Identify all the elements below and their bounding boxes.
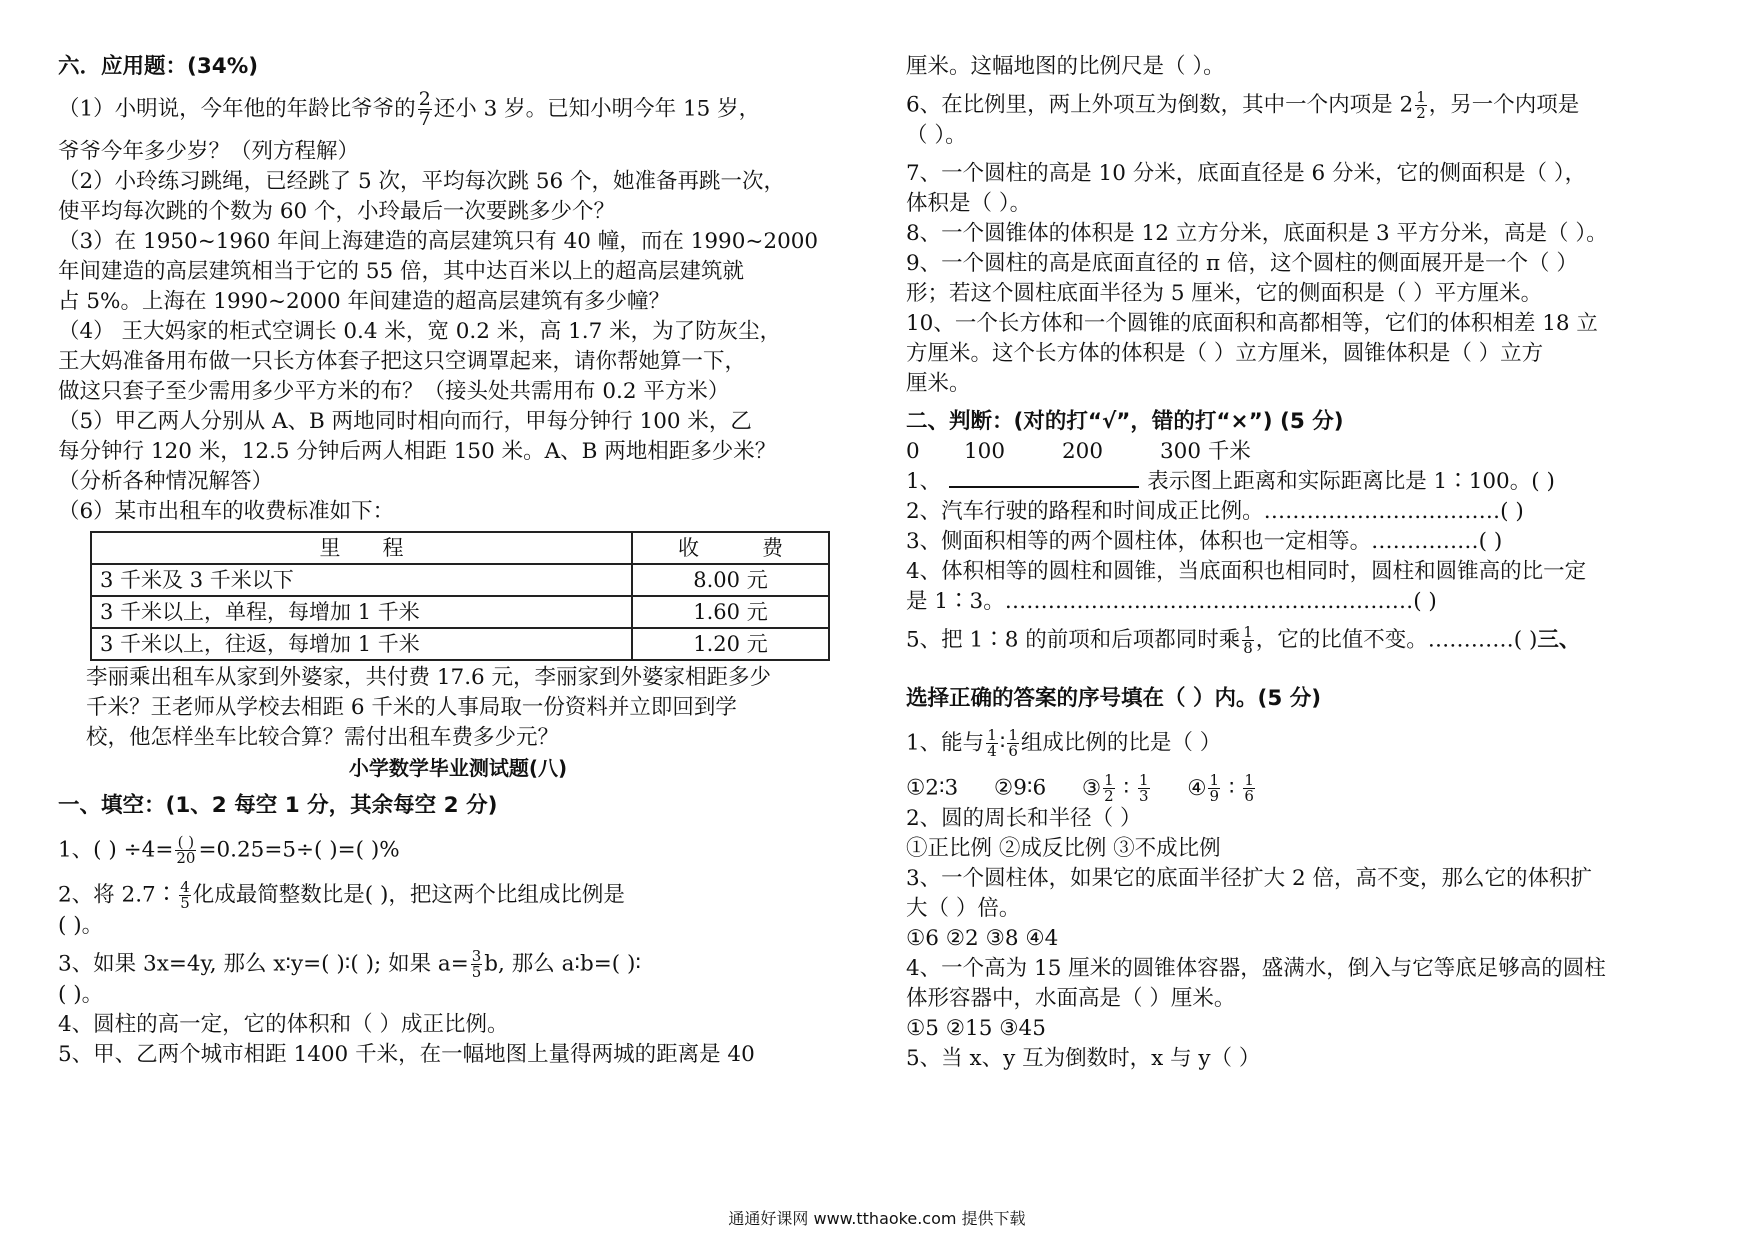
scale-bar-line (949, 468, 1139, 488)
judge-4-line-2: 是 1∶3。…………………………………………………( ) (906, 589, 1437, 614)
option: ②9∶6 (993, 775, 1047, 801)
question-2-line-2: 使平均每次跳的个数为 60 个，小玲最后一次要跳多少个？ (58, 199, 616, 224)
fraction: $\frac{1}{2}$ (1416, 88, 1426, 122)
section-6-title: 六．应用题：(34%) (58, 54, 259, 79)
fraction: $\frac{1}{6}$ (1008, 726, 1018, 760)
scale-labels (906, 437, 1706, 467)
choice-3-line-1: 3、一个圆柱体，如果它的底面半径扩大 2 倍，高不变，那么它的体积扩 (906, 866, 1593, 891)
footer-credit: 通通好课网 www.tthaoke.com 提供下载 (728, 1209, 1026, 1228)
table-row (91, 628, 829, 660)
table-cell: 3 千米以上，往返，每增加 1 千米 (91, 628, 632, 660)
fill-5-continued: 厘米。这幅地图的比例尺是（ ）。 (906, 54, 1225, 79)
table-cell: 1.60 元 (632, 596, 829, 628)
question-5-line-1: （5）甲乙两人分别从 A、B 两地同时相向而行，甲每分钟行 100 米，乙 (58, 409, 752, 434)
scale-label: 0 (906, 439, 920, 464)
fill-5: 5、甲、乙两个城市相距 1400 千米，在一幅地图上量得两城的距离是 40 (58, 1042, 755, 1067)
fill-7-line-2: 体积是（ ）。 (906, 191, 1032, 216)
fill-6-line-2: （ ）。 (906, 123, 967, 148)
fill-8: 8、一个圆锥体的体积是 12 立方分米，底面积是 3 平方分米，高是（ ）。 (906, 221, 1608, 246)
section-3-title: 选择正确的答案的序号填在（ ）内。(5 分) (906, 686, 1322, 711)
scale-label: 100 (964, 439, 1006, 464)
fill-1: 1、( ) ÷4= $\frac{( )}{20}$ =0.25=5÷( )=( )% (58, 833, 400, 867)
choice-5: 5、当 x、y 互为倒数时，x 与 y（ ） (906, 1046, 1261, 1071)
choice-4-options: ①5 ②15 ③45 (906, 1016, 1046, 1041)
choice-1-options (906, 773, 1706, 804)
section-3-label: 三、 (1537, 627, 1581, 653)
question-4-line-3: 做这只套子至少需用多少平方米的布？（接头处共需用布 0.2 平方米） (58, 379, 730, 404)
fill-3-line-2: ( )。 (58, 982, 104, 1007)
judge-5: 5、把 1∶8 的前项和后项都同时乘 $\frac{1}{8}$ ，它的比值不变。…………( )三、 (906, 623, 1581, 657)
fill-9-line-2: 形；若这个圆柱底面半径为 5 厘米，它的侧面积是（ ）平方厘米。 (906, 281, 1543, 306)
fraction: $\frac{4}{5}$ (180, 878, 190, 912)
question-3-line-1: （3）在 1950~1960 年间上海建造的高层建筑只有 40 幢，而在 1990~2000 (58, 229, 819, 254)
table-cell: 1.20 元 (632, 628, 829, 660)
fill-7-line-1: 7、一个圆柱的高是 10 分米，底面直径是 6 分米，它的侧面积是（ ）， (906, 161, 1587, 186)
judge-1: 1、 表示图上距离和实际距离比是 1∶100。( ) (906, 469, 1555, 494)
fraction: $\frac{2}{7}$ (418, 88, 431, 130)
fill-10-line-3: 厘米。 (906, 371, 971, 396)
fill-10-line-1: 10、一个长方体和一个圆锥的底面积和高都相等，它们的体积相差 18 立 (906, 311, 1598, 336)
table-cell: 8.00 元 (632, 564, 829, 596)
choice-4-line-2: 体形容器中，水面高是（ ）厘米。 (906, 986, 1236, 1011)
judge-3: 3、侧面积相等的两个圆柱体，体积也一定相等。……………( ) (906, 529, 1503, 554)
question-3-line-2: 年间建造的高层建筑相当于它的 55 倍，其中达百米以上的超高层建筑就 (58, 259, 745, 284)
question-2-line-1: （2）小玲练习跳绳，已经跳了 5 次，平均每次跳 56 个，她准备再跳一次， (58, 169, 786, 194)
question-5-line-3: （分析各种情况解答） (58, 469, 274, 494)
scale-label: 300 千米 (1160, 439, 1251, 464)
question-5-line-2: 每分钟行 120 米，12.5 分钟后两人相距 150 米。A、B 两地相距多少米？ (58, 439, 777, 464)
choice-2: 2、圆的周长和半径（ ） (906, 806, 1142, 831)
fill-4: 4、圆柱的高一定，它的体积和（ ）成正比例。 (58, 1012, 509, 1037)
section-1-title: 一、填空：(1、2 每空 1 分，其余每空 2 分) (58, 793, 498, 818)
right-column (906, 52, 1706, 1074)
choice-3-line-2: 大（ ）倍。 (906, 896, 1021, 921)
fill-2-line-1: 2、将 2.7∶ $\frac{4}{5}$ 化成最简整数比是( )，把这两个比组成比例是 (58, 878, 625, 912)
test-title: 小学数学毕业测试题(八) (348, 756, 568, 780)
fill-9-line-1: 9、一个圆柱的高是底面直径的 π 倍，这个圆柱的侧面展开是一个（ ） (906, 251, 1578, 276)
judge-4-line-1: 4、体积相等的圆柱和圆锥，当底面积也相同时，圆柱和圆锥高的比一定 (906, 559, 1587, 584)
choice-1: 1、能与 $\frac{1}{4}$ ∶ $\frac{1}{6}$ 组成比例的比是（ ） (906, 726, 1222, 760)
question-6-line-1: （6）某市出租车的收费标准如下： (58, 499, 395, 524)
fill-2-line-2: ( )。 (58, 913, 104, 938)
table-header-cell: 收 费 (632, 532, 829, 564)
scale-label: 200 (1062, 439, 1104, 464)
judge-2: 2、汽车行驶的路程和时间成正比例。……………………………( ) (906, 499, 1524, 524)
choice-3-options: ①6 ②2 ③8 ④4 (906, 926, 1059, 951)
fraction: $\frac{1}{8}$ (1243, 623, 1253, 657)
fill-10-line-2: 方厘米。这个长方体的体积是（ ）立方厘米，圆锥体积是（ ）立方 (906, 341, 1544, 366)
question-1-line-1: （1）小明说，今年他的年龄比爷爷的 $\frac{2}{7}$ 还小 3 岁。已知小明今年 15 岁， (58, 88, 761, 130)
fraction: $\frac{1}{4}$ (987, 726, 997, 760)
question-6-line-4: 校，他怎样坐车比较合算？需付出租车费多少元？ (86, 725, 560, 750)
fill-6-line-1: 6、在比例里，两上外项互为倒数，其中一个内项是 2 $\frac{1}{2}$ ，另一个内项是 (906, 88, 1580, 122)
option: ③ $\frac{1}{2}$ ∶ $\frac{1}{3}$ (1081, 771, 1149, 805)
choice-4-line-1: 4、一个高为 15 厘米的圆锥体容器，盛满水，倒入与它等底足够高的圆柱 (906, 956, 1606, 981)
question-4-line-2: 王大妈准备用布做一只长方体套子把这只空调罩起来，请你帮她算一下， (58, 349, 747, 374)
table-row (91, 564, 829, 596)
question-3-line-3: 占 5%。上海在 1990~2000 年间建造的超高层建筑有多少幢？ (58, 289, 671, 314)
table-header-cell: 里 程 (91, 532, 632, 564)
option: ④ $\frac{1}{9}$ ∶ $\frac{1}{6}$ (1187, 771, 1254, 805)
table-cell: 3 千米及 3 千米以下 (91, 564, 632, 596)
question-1-line-2: 爷爷今年多少岁？（列方程解） (58, 139, 360, 164)
question-4-line-1: （4） 王大妈家的柜式空调长 0.4 米，宽 0.2 米，高 1.7 米，为了防灰尘， (58, 319, 782, 344)
fraction: $\frac{3}{5}$ (471, 947, 482, 981)
question-6-line-2: 李丽乘出租车从家到外婆家，共付费 17.6 元，李丽家到外婆家相距多少 (86, 665, 772, 690)
left-column (58, 52, 858, 1070)
fill-3-line-1: 3、如果 3x=4y, 那么 x∶y=( )∶( ); 如果 a= $\frac{3}{5}$ b, 那么 a∶b=( )∶ (58, 947, 641, 981)
fraction: $\frac{( )}{20}$ (176, 833, 196, 867)
option: ①2∶3 (906, 775, 959, 801)
table-cell: 3 千米以上，单程，每增加 1 千米 (91, 596, 632, 628)
table-header-row (91, 532, 829, 564)
question-6-line-3: 千米？王老师从学校去相距 6 千米的人事局取一份资料并立即回到学 (86, 695, 737, 720)
choice-2-options: ①正比例 ②成反比例 ③不成比例 (906, 836, 1221, 861)
table-row (91, 596, 829, 628)
section-2-title: 二、判断：(对的打“√”，错的打“×”) (5 分) (906, 409, 1344, 434)
fare-table (90, 531, 830, 661)
